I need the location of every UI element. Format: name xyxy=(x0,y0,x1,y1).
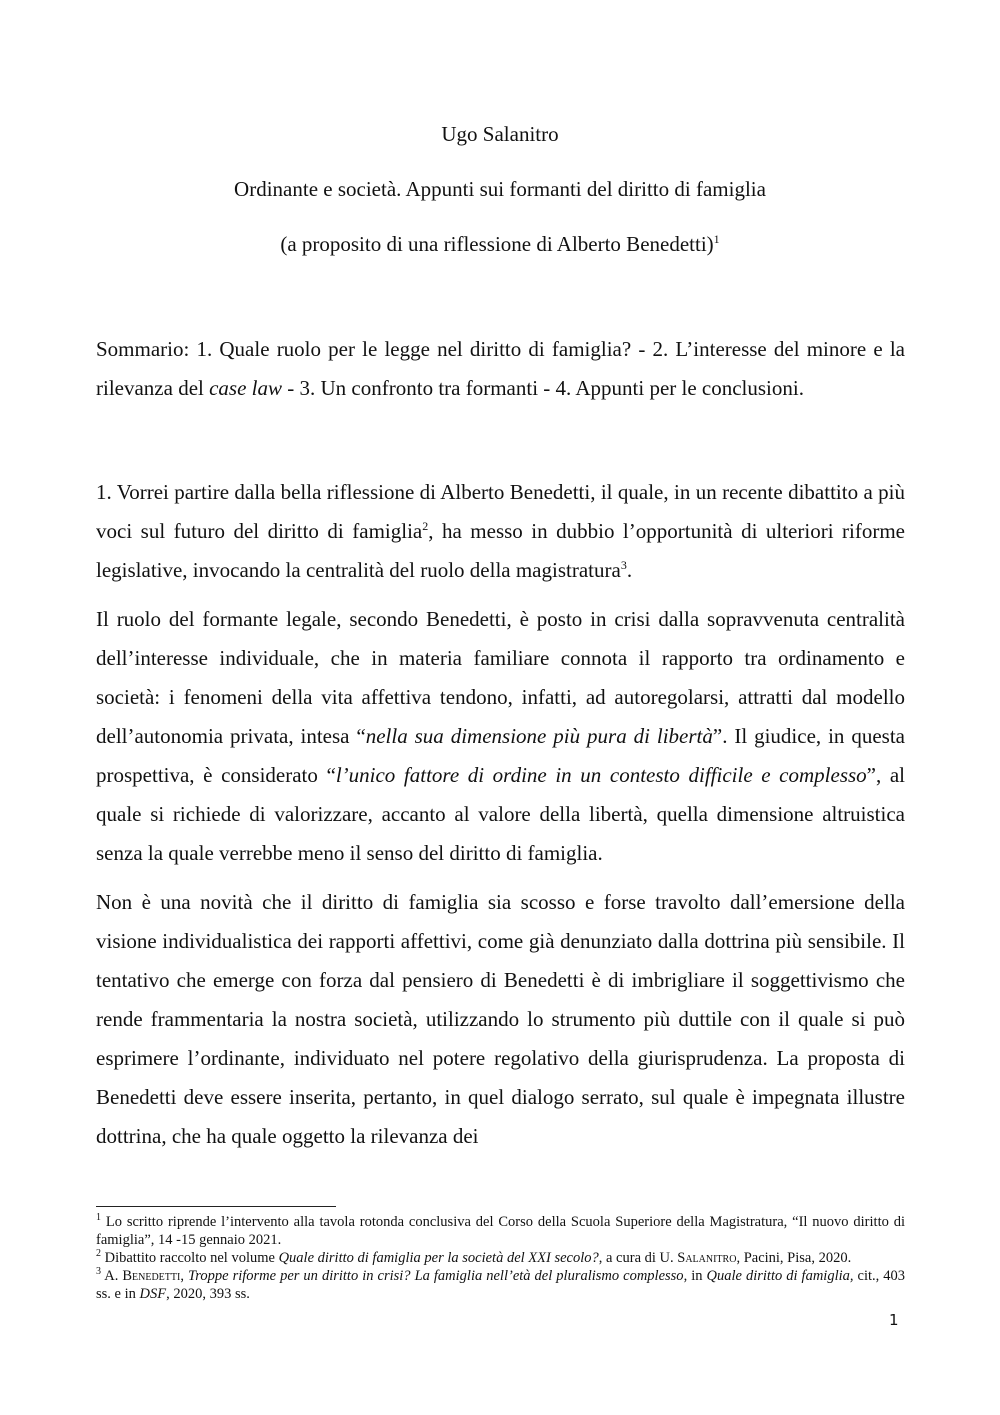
footnote-1: $^1$ Lo scritto riprende l’intervento alla tavola rotonda conclusiva del Corso della Scuola Superiore della Magistratura, “Il nuovo diritto di famiglia”, 14 -15 gennaio 2021. xyxy=(96,1212,905,1248)
author-name: Ugo Salanitro xyxy=(441,122,559,146)
paragraph-3: Non è una novità che il diritto di famiglia sia scosso e forse travolto dall’emersione della visione individualistica dei rapporti affettivi, come già denunziato dalla dottrina più sensibile. Il tentativo che emerge con forza dal pensiero di Benedetti è di imbrigliare il soggettivismo che rende frammentaria la nostra società, utilizzando lo strumento più duttile con il quale si può esprimere l’ordinante, individuato nel potere regolativo della giurisprudenza. La proposta di Benedetti deve essere inserita, pertanto, in quel dialogo serrato, sul quale è impegnata illustre dottrina, che ha quale oggetto la rilevanza dei xyxy=(96,890,905,1148)
footnote-2: $^2$ Dibattito raccolto nel volume Quale diritto di famiglia per la società del XXI secolo?, a cura di U. Salanitro, Pacini, Pisa, 2020. xyxy=(96,1248,852,1266)
summary: Sommario: 1. Quale ruolo per le legge nel diritto di famiglia? - 2. L’interesse del minore e la rilevanza del case law - 3. Un confronto tra formanti - 4. Appunti per le conclusioni. xyxy=(96,337,905,400)
document-title: Ordinante e società. Appunti sui formanti del diritto di famiglia xyxy=(234,177,766,201)
document-subtitle: (a proposito di una riflessione di Alberto Benedetti)$^1$ xyxy=(280,232,720,256)
body-text xyxy=(96,473,905,1166)
footnote-ref-2[interactable]: 2 xyxy=(422,519,429,533)
paragraph-2: Il ruolo del formante legale, secondo Benedetti, è posto in crisi dalla sopravvenuta centralità dell’interesse individuale, che in materia familiare connota il rapporto tra ordinamento e società: i fenomeni della vita affettiva tendono, infatti, ad autoregolarsi, attratti dal modello dell’autonomia privata, intesa “nella sua dimensione più pura di libertà”. Il giudice, in questa prospettiva, è considerato “l’unico fattore di ordine in un contesto difficile e complesso”, al quale si richiede di valorizzare, accanto al valore della libertà, quella dimensione altruistica senza la quale verrebbe meno il senso del diritto di famiglia. xyxy=(96,607,906,865)
footnote-separator xyxy=(96,1206,336,1207)
footnote-ref-1[interactable]: 1 xyxy=(713,232,720,246)
footnote-3: $^3$ A. Benedetti, Troppe riforme per un diritto in crisi? La famiglia nell’età del pluralismo complesso, in Quale diritto di famiglia, cit., 403 ss. e in DSF, 2020, 393 ss. xyxy=(96,1266,906,1302)
paragraph-1: 1. Vorrei partire dalla bella riflessione di Alberto Benedetti, il quale, in un recente dibattito a più voci sul futuro del diritto di famiglia$^2$, ha messo in dubbio l’opportunità di ulteriori riforme legislative, invocando la centralità del ruolo della magistratura$^3$. xyxy=(96,480,905,582)
page-number: 1 xyxy=(889,1311,899,1329)
footnotes xyxy=(96,1213,905,1303)
footnote-ref-3[interactable]: 3 xyxy=(620,558,627,572)
